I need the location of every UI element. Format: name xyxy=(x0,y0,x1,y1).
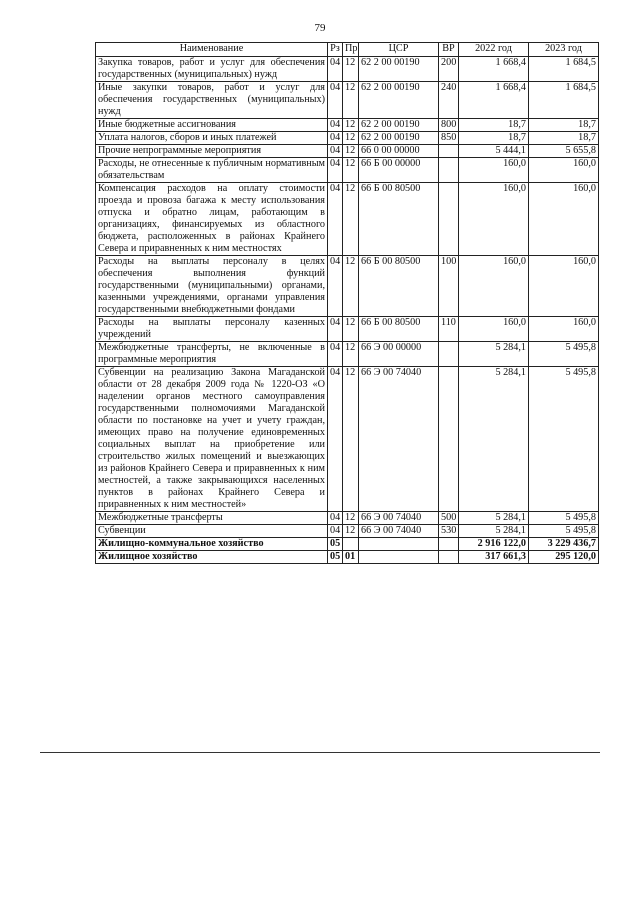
cell-y2022: 18,7 xyxy=(459,119,529,132)
cell-rz: 04 xyxy=(328,183,343,256)
cell-name: Расходы, не отнесенные к публичным нормативным обязательствам xyxy=(96,158,328,183)
budget-table xyxy=(95,42,599,564)
cell-pr: 12 xyxy=(343,512,359,525)
cell-name: Расходы на выплаты персоналу в целях обеспечения выполнения функций государственными (муниципальными) органами, казенными учреждениями, органами управления государственными внебюджетными фондами xyxy=(96,256,328,317)
cell-vr: 110 xyxy=(439,317,459,342)
cell-csr: 62 2 00 00190 xyxy=(359,57,439,82)
cell-y2022: 5 284,1 xyxy=(459,367,529,512)
cell-rz: 04 xyxy=(328,342,343,367)
cell-y2022: 317 661,3 xyxy=(459,551,529,564)
cell-rz: 05 xyxy=(328,538,343,551)
cell-pr: 12 xyxy=(343,525,359,538)
cell-csr: 62 2 00 00190 xyxy=(359,119,439,132)
cell-name: Субвенции xyxy=(96,525,328,538)
cell-name: Межбюджетные трансферты, не включенные в программные мероприятия xyxy=(96,342,328,367)
cell-csr: 66 Б 00 00000 xyxy=(359,158,439,183)
cell-y2022: 5 284,1 xyxy=(459,512,529,525)
cell-csr xyxy=(359,551,439,564)
table-header-row xyxy=(96,43,599,57)
cell-csr: 66 Э 00 74040 xyxy=(359,367,439,512)
cell-pr: 12 xyxy=(343,317,359,342)
cell-y2023: 1 684,5 xyxy=(529,57,599,82)
cell-pr: 12 xyxy=(343,183,359,256)
cell-rz: 04 xyxy=(328,82,343,119)
cell-y2023: 5 495,8 xyxy=(529,367,599,512)
cell-y2022: 1 668,4 xyxy=(459,82,529,119)
cell-vr xyxy=(439,551,459,564)
cell-pr: 12 xyxy=(343,158,359,183)
cell-name: Жилищно-коммунальное хозяйство xyxy=(96,538,328,551)
cell-y2023: 18,7 xyxy=(529,132,599,145)
table-row xyxy=(96,317,599,342)
header-csr: ЦСР xyxy=(359,43,439,57)
cell-pr: 12 xyxy=(343,57,359,82)
table-row xyxy=(96,183,599,256)
cell-y2023: 160,0 xyxy=(529,183,599,256)
cell-vr: 800 xyxy=(439,119,459,132)
header-pr: Пр xyxy=(343,43,359,57)
table-row xyxy=(96,367,599,512)
cell-y2022: 5 444,1 xyxy=(459,145,529,158)
cell-vr xyxy=(439,183,459,256)
cell-csr: 66 Э 00 74040 xyxy=(359,525,439,538)
table-row xyxy=(96,551,599,564)
table-row xyxy=(96,342,599,367)
header-rz: Рз xyxy=(328,43,343,57)
cell-name: Закупка товаров, работ и услуг для обеспечения государственных (муниципальных) нужд xyxy=(96,57,328,82)
cell-pr: 12 xyxy=(343,256,359,317)
cell-y2023: 3 229 436,7 xyxy=(529,538,599,551)
cell-y2022: 1 668,4 xyxy=(459,57,529,82)
cell-vr xyxy=(439,342,459,367)
table-row xyxy=(96,525,599,538)
cell-csr: 66 Б 00 80500 xyxy=(359,183,439,256)
cell-pr: 12 xyxy=(343,82,359,119)
table-row xyxy=(96,119,599,132)
page-number: 79 xyxy=(314,22,326,34)
cell-name: Жилищное хозяйство xyxy=(96,551,328,564)
cell-y2023: 160,0 xyxy=(529,317,599,342)
cell-vr xyxy=(439,367,459,512)
table-row xyxy=(96,538,599,551)
cell-csr: 66 Б 00 80500 xyxy=(359,317,439,342)
table-row xyxy=(96,256,599,317)
cell-y2022: 160,0 xyxy=(459,183,529,256)
cell-rz: 04 xyxy=(328,145,343,158)
cell-y2023: 5 495,8 xyxy=(529,342,599,367)
table-row xyxy=(96,82,599,119)
cell-csr: 66 Э 00 74040 xyxy=(359,512,439,525)
cell-y2023: 295 120,0 xyxy=(529,551,599,564)
cell-name: Компенсация расходов на оплату стоимости проезда и провоза багажа к месту использования отпуска и обратно лицам, работающим в организациях, финансируемых из областного бюджета, расположенных в районах Крайнего Севера и приравненных к ним местностях xyxy=(96,183,328,256)
cell-pr xyxy=(343,538,359,551)
cell-name: Расходы на выплаты персоналу казенных учреждений xyxy=(96,317,328,342)
header-name: Наименование xyxy=(96,43,328,57)
cell-csr: 66 Б 00 80500 xyxy=(359,256,439,317)
cell-vr: 500 xyxy=(439,512,459,525)
cell-y2022: 5 284,1 xyxy=(459,342,529,367)
cell-vr: 850 xyxy=(439,132,459,145)
cell-rz: 04 xyxy=(328,158,343,183)
header-2022: 2022 год xyxy=(459,43,529,57)
cell-name: Иные бюджетные ассигнования xyxy=(96,119,328,132)
cell-vr xyxy=(439,145,459,158)
cell-y2022: 160,0 xyxy=(459,317,529,342)
cell-csr: 66 Э 00 00000 xyxy=(359,342,439,367)
header-vr: ВР xyxy=(439,43,459,57)
cell-csr: 62 2 00 00190 xyxy=(359,82,439,119)
footer-divider xyxy=(40,752,600,753)
cell-name: Иные закупки товаров, работ и услуг для обеспечения государственных (муниципальных) нужд xyxy=(96,82,328,119)
cell-y2022: 160,0 xyxy=(459,158,529,183)
cell-vr xyxy=(439,158,459,183)
cell-y2022: 5 284,1 xyxy=(459,525,529,538)
table-row xyxy=(96,57,599,82)
cell-rz: 04 xyxy=(328,119,343,132)
cell-rz: 04 xyxy=(328,512,343,525)
cell-name: Прочие непрограммные мероприятия xyxy=(96,145,328,158)
cell-rz: 04 xyxy=(328,132,343,145)
header-2023: 2023 год xyxy=(529,43,599,57)
cell-name: Межбюджетные трансферты xyxy=(96,512,328,525)
cell-y2022: 160,0 xyxy=(459,256,529,317)
cell-vr xyxy=(439,538,459,551)
cell-pr: 12 xyxy=(343,145,359,158)
cell-csr: 62 2 00 00190 xyxy=(359,132,439,145)
cell-y2023: 1 684,5 xyxy=(529,82,599,119)
cell-name: Субвенции на реализацию Закона Магаданской области от 28 декабря 2009 года № 1220-ОЗ «О наделении органов местного самоуправления государственными полномочиями Магаданской области по постановке на учет и учету граждан, имеющих право на получение единовременных социальных выплат на приобретение или строительство жилых помещений и выезжающих из районов Крайнего Севера и приравненных к ним местностей, а также закрывающихся населенных пунктов в районах Крайнего Севера и приравненных к ним местностей» xyxy=(96,367,328,512)
cell-csr xyxy=(359,538,439,551)
table-row xyxy=(96,132,599,145)
cell-pr: 01 xyxy=(343,551,359,564)
table-row xyxy=(96,512,599,525)
cell-y2023: 5 655,8 xyxy=(529,145,599,158)
cell-pr: 12 xyxy=(343,367,359,512)
cell-y2023: 160,0 xyxy=(529,158,599,183)
cell-y2022: 18,7 xyxy=(459,132,529,145)
cell-y2023: 5 495,8 xyxy=(529,525,599,538)
table-row xyxy=(96,158,599,183)
table-row xyxy=(96,145,599,158)
cell-pr: 12 xyxy=(343,132,359,145)
cell-rz: 04 xyxy=(328,317,343,342)
cell-vr: 240 xyxy=(439,82,459,119)
cell-name: Уплата налогов, сборов и иных платежей xyxy=(96,132,328,145)
cell-rz: 04 xyxy=(328,367,343,512)
cell-rz: 05 xyxy=(328,551,343,564)
cell-y2023: 5 495,8 xyxy=(529,512,599,525)
cell-pr: 12 xyxy=(343,342,359,367)
cell-rz: 04 xyxy=(328,256,343,317)
cell-csr: 66 0 00 00000 xyxy=(359,145,439,158)
cell-vr: 100 xyxy=(439,256,459,317)
cell-vr: 530 xyxy=(439,525,459,538)
table-body xyxy=(96,57,599,564)
cell-rz: 04 xyxy=(328,57,343,82)
cell-y2023: 160,0 xyxy=(529,256,599,317)
cell-y2023: 18,7 xyxy=(529,119,599,132)
cell-y2022: 2 916 122,0 xyxy=(459,538,529,551)
cell-vr: 200 xyxy=(439,57,459,82)
cell-rz: 04 xyxy=(328,525,343,538)
cell-pr: 12 xyxy=(343,119,359,132)
